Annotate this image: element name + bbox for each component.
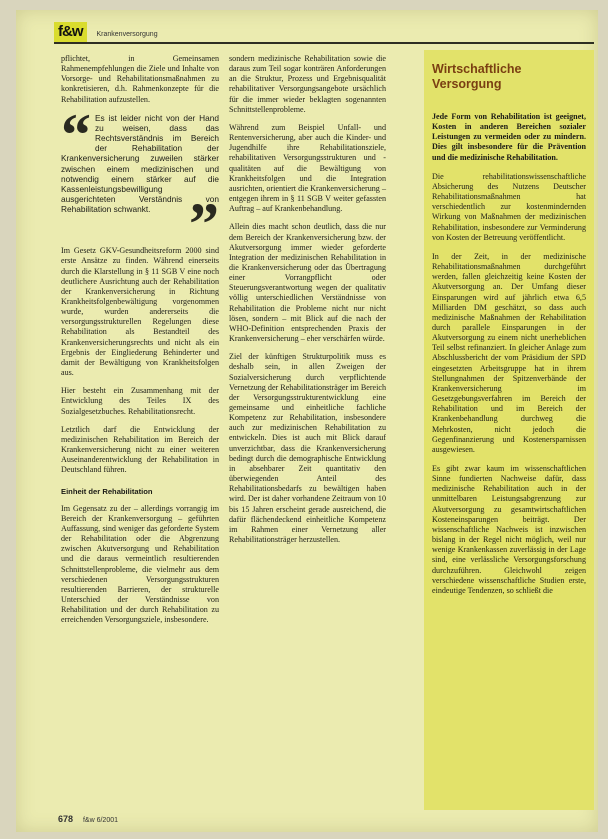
pull-quote-text: Es ist leider nicht von der Hand zu weisen, dass das Rechtsverständnis im Bereich der Rehabilitation der Krankenversicherung zuweilen stärker zwischen einem medizinischen und notwendig einem stärker auf die Kassenleistungsbewilligung ausgerichteten Verständnis von Rehabilitation schwankt. [61,112,219,215]
page-header [54,20,594,44]
page-footer [58,814,598,824]
sidebar-lead: Jede Form von Rehabilitation ist geeignet, Kosten in anderen Bereichen sozialer Leistungen zu vermeiden oder zu mindern. Dies gilt insbesondere für die Prävention und die medizinische Rehabilitation. [432,112,586,162]
magazine-logo: f&w [54,22,87,42]
middle-column [229,54,386,553]
sidebar-box [424,50,594,810]
paragraph: Während zum Beispiel Unfall- und Rentenversicherung, aber auch die Kinder- und Jugendhilfe ihre Rehabilitationsziele, rehabilitativen Versorgungsstrukturen und -qualitäten auf die Bewältigung von Krankheitsfolgen und die Integration ausrichten, orientiert die Krankenversicherung – entgegen ihrem in § 11 SGB V weiter gefassten Auftrag – auf Krankenbehandlung. [229,122,386,214]
paragraph: sondern medizinische Rehabilitation sowie die daraus zum Teil sogar konträren Anforderungen an die Struktur, Prozess und Ergebnisqualität rehabilitativer Versorgungsangebote ursächlich für die immer wieder beklagten sogenannten Schnittstellenprobleme. [229,54,386,114]
issue-label: f&w 6/2001 [82,817,119,824]
paragraph: Im Gesetz GKV-Gesundheitsreform 2000 sind erste Ansätze zu finden. Während einerseits durch die Klarstellung in § 11 SGB V eine noch deutlichere Ausrichtung auch der Rehabilitation der Krankenversicherung in Richtung Krankheitsfolgenbewältigung vorgenommen wurde, wurden andererseits die versorgungsstrukturellen Regelungen diese Rehabilitation als Bestandteil des Krankenversicherungsrechts und nicht als ein Ergebnis der Eingliederung Behinderter und damit der Bewältigung von Krankheitsfolgen aus. [61,246,219,378]
paragraph: Allein dies macht schon deutlich, dass die nur dem Bereich der Krankenversicherung bzw. der Akutversorgung immer wieder geforderte Integration der medizinischen Rehabilitation in die Krankenversicherung oder das Übertragung einer Vorrangpflicht oder Steuerungsverantwortung wegen der qualitativ völlig unterschiedlichen Verständnisse von Rehabilitation die Probleme nicht nur nicht lösen, sondern – mit Blick auf die nach der WHO-Definition entsprechenden Praxis der Krankenversicherung – eher verschärfen würde. [229,222,386,344]
paragraph: Letztlich darf die Entwicklung der medizinischen Rehabilitation im Bereich der Krankenversicherung nicht zu einer weiteren Auseinanderentwicklung der Rehabilitation in Deutschland führen. [61,424,219,475]
pull-quote [61,101,219,258]
paragraph: Im Gegensatz zu der – allerdings vorrangig im Bereich der Krankenversorgung – geführten Auffassung, sind weniger das geforderte System der Rehabilitation oder die Abgrenzung zwischen Akutversorgung und Rehabilitation und die daraus vermeintlich resultierenden Schnittstellenprobleme, die vielmehr aus dem verschiedenen Versorgungsstrukturen resultierenden Barrieren, der strukturelle Unterschied der Verständnisse von Rehabilitation und der durch Rehabilitation zu erreichenden Versorgungsziele, insbesondere. [61,503,219,625]
sidebar-paragraph: Die rehabilitationswissenschaftliche Absicherung des Nutzens Deutscher Rehabilitationsmaßnahmen hat verschiedentlich zur kostenmindernden Wirkung von Maßnahmen der medizinischen Rehabilitation, insbesondere zur Verminderung von Kosten der Betreuung veröffentlicht. [432,171,586,242]
paragraph: Ziel der künftigen Strukturpolitik muss es deshalb sein, in allen Zweigen der Sozialversicherung durch verpflichtende Vernetzung der Rehabilitationsträger im Bereich der Versorgungsstrukturentwicklung eine gemeinsame und einheitliche fachliche Kompetenz zur Rehabilitation, insbesondere auch zur medizinischen Rehabilitation zu entwickeln. Dies ist auch mit Blick darauf unverzichtbar, dass die Krankenversicherung bedingt durch die demographische Entwicklung in absehbarer Zeit quantitativ den überwiegenden Anteil des Rehabilitationsbedarfs zu bewältigen haben wird. Der ist daher vorhandene Zeitraum von 10 bis 15 Jahren erscheint gerade ausreichend, die dafür flächendeckend einheitliche Kompetenz im Rahmen einer Vernetzung aller Rehabilitationsträger herzustellen. [229,352,386,545]
open-quote-icon: “ [61,101,91,168]
paragraph: Hier besteht ein Zusammenhang mit der Entwicklung des Teiles IX des Sozialgesetzbuches. Rehabilitationsrecht. [61,386,219,416]
magazine-page [16,10,598,832]
page-number: 678 [58,814,74,824]
subheading: Einheit der Rehabilitation [61,487,153,497]
left-column [61,54,219,634]
sidebar-paragraph: In der Zeit, in der medizinische Rehabilitationsmaßnahmen durchgeführt werden, fallen gleichzeitig keine Kosten der Akutversorgung an. Der Umfang dieser Einsparungen wird auf jährlich etwa 6,5 Milliarden DM geschätzt, so dass auch medizinische Maßnahmen der Rehabilitation durch parallele Einsparungen in der Akutversorgung zu einem nicht unerheblichen Teil selbst refinanziert. In gleicher Anlage zum Abschlussbericht der vom Präsidium der SPD eingesetzten Arbeitsgruppe hat in ihrem Stellungnahmen der Spitzenverbände der Krankenversicherung im Gesetzgebungsverfahren im Bereich der Rehabilitation und im Bereich der Krankenbehandlung durchweg die Mehrkosten, nicht jedoch die Gegenfinanzierung und Kostenersparnissen ausgewiesen. [432,251,586,454]
close-quote-icon: ” [189,191,219,258]
sidebar-paragraph: Es gibt zwar kaum im wissenschaftlichen Sinne fundierten Nachweise dafür, dass medizinische Rehabilitation auch in der unmittelbaren Leistungsabgrenzung zur Akutversorgung zu gesamtwirtschaftlichen Kosteneinsparungen beiträgt. Der wissenschaftliche Nachweis ist inzwischen bislang in der Regel nicht möglich, weil nur wenige Krankenkassen zuverlässig in der Lage sind, eine verlässliche Versorgungsforschung durchzuführen. Gleichwohl zeigen verschiedene wissenschaftliche Studien erste, eindeutige Tendenzen, so schließt die [432,464,586,595]
section-label: Krankenversorgung [96,31,158,38]
sidebar-title: Wirtschaftliche Versorgung [432,62,522,91]
paragraph: pflichtet, in Gemeinsamen Rahmenempfehlungen die Ziele und Inhalte von Vorsorge- und Rehabilitationsmaßnahmen zu konkretisieren, d.h. Rahmenkonzepte für die Rehabilitation aufzustellen. [61,54,219,104]
